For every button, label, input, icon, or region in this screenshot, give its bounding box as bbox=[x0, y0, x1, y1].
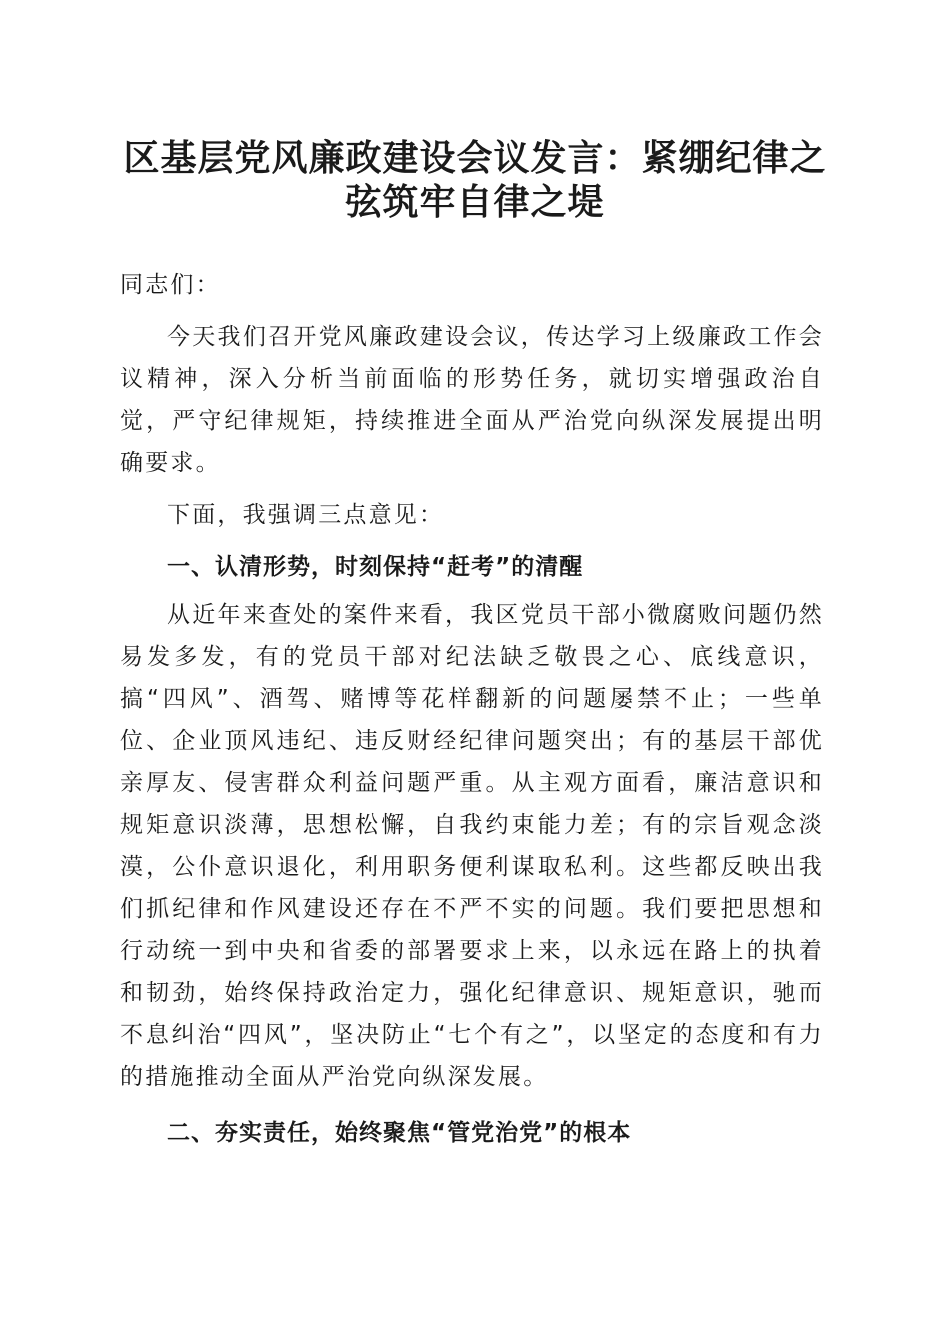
section-2-heading: 二、夯实责任，始终聚焦“管党治党”的根本 bbox=[167, 1120, 632, 1146]
document-title: 区基层党风廉政建设会议发言：紧绷纪律之弦筑牢自律之堤 bbox=[123, 137, 827, 223]
document-body bbox=[120, 264, 824, 1154]
intro-paragraph: 今天我们召开党风廉政建设会议，传达学习上级廉政工作会议精神，深入分析当前面临的形势任务，就切实增强政治自觉，严守纪律规矩，持续推进全面从严治党向纵深发展提出明确要求。 bbox=[120, 324, 824, 476]
greeting: 同志们： bbox=[120, 272, 221, 298]
section-1-paragraph: 从近年来查处的案件来看，我区党员干部小微腐败问题仍然易发多发，有的党员干部对纪法缺乏敬畏之心、底线意识，搞“四风”、酒驾、赌博等花样翻新的问题屡禁不止；一些单位、企业顶风违纪、违反财经纪律问题突出；有的基层干部优亲厚友、侵害群众利益问题严重。从主观方面看，廉洁意识和规矩意识淡薄，思想松懈，自我约束能力差；有的宗旨观念淡漠，公仆意识退化，利用职务便利谋取私利。这些都反映出我们抓纪律和作风建设还存在不严不实的问题。我们要把思想和行动统一到中央和省委的部署要求上来，以永远在路上的执着和韧劲，始终保持政治定力，强化纪律意识、规矩意识，驰而不息纠治“四风”，坚决防止“七个有之”，以坚定的态度和有力的措施推动全面从严治党向纵深发展。 bbox=[120, 602, 824, 1090]
section-1-heading: 一、认清形势，时刻保持“赶考”的清醒 bbox=[167, 554, 584, 580]
transition-paragraph: 下面，我强调三点意见： bbox=[167, 502, 445, 528]
